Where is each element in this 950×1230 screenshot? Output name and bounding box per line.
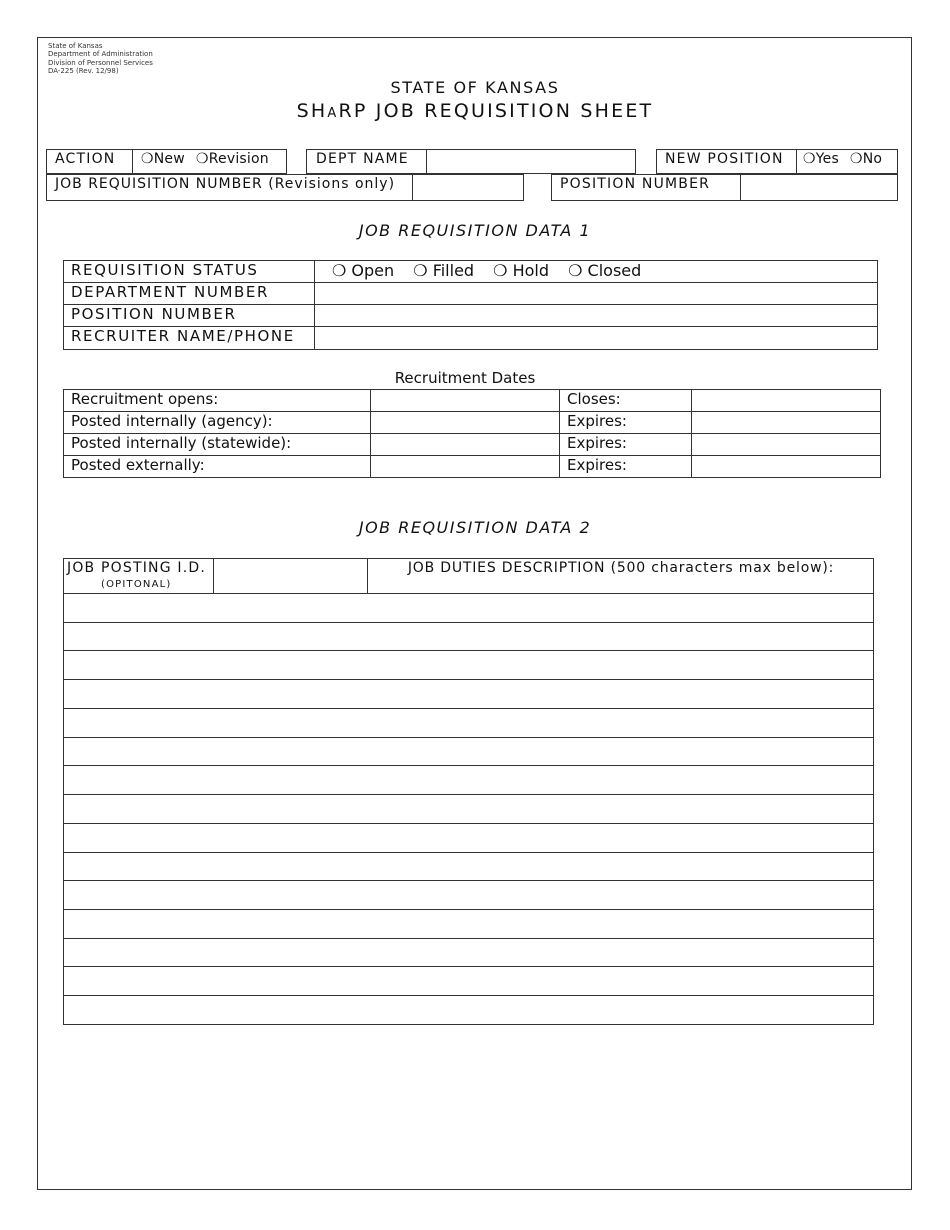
job-duties-label: JOB DUTIES DESCRIPTION (500 characters max below): [407,560,835,576]
status-hold-radio[interactable]: ❍ Hold [493,261,550,280]
expires-label: Expires: [567,434,627,452]
posted-internally-agency-label: Posted internally (agency): [71,412,273,430]
position-number-label: POSITION NUMBER [560,176,711,192]
recruitment-opens-label: Recruitment opens: [71,390,219,408]
posted-statewide-date-field[interactable] [372,434,558,454]
recruitment-dates-title: Recruitment Dates [394,369,536,387]
new-position-label: NEW POSITION [665,151,784,167]
action-new-radio[interactable]: ❍New [141,151,185,167]
requisition-status-label: REQUISITION STATUS [71,261,259,279]
recruiter-name-phone-field[interactable] [316,327,876,349]
agency-line: State of Kansas [48,42,103,50]
divider [796,149,797,174]
state-title: STATE OF KANSAS [390,78,560,97]
form-title-part: RP JOB REQUISITION SHEET [338,100,654,122]
dept-name-label: DEPT NAME [316,151,409,167]
posted-externally-label: Posted externally: [71,456,205,474]
recruitment-opens-date-field[interactable] [372,390,558,410]
recruiter-name-phone-label: RECRUITER NAME/PHONE [71,327,295,345]
dept-name-field[interactable] [428,150,634,173]
agency-line: Department of Administration [48,50,153,59]
posted-externally-date-field[interactable] [372,456,558,477]
closes-label: Closes: [567,390,621,408]
job-posting-id-optional-note: (OPITONAL) [101,579,172,590]
action-revision-radio[interactable]: ❍Revision [196,151,269,167]
form-title-part: A [327,106,339,121]
form-number: DA-225 (Rev. 12/98) [48,67,119,76]
divider [426,149,427,174]
status-filled-radio[interactable]: ❍ Filled [413,261,475,280]
data2-title: JOB REQUISITION DATA 2 [358,518,592,537]
divider [740,174,741,201]
job-duties-textarea[interactable] [64,594,873,1024]
divider [213,558,214,594]
new-position-yes-radio[interactable]: ❍Yes [803,151,839,167]
divider [314,260,315,350]
new-position-no-radio[interactable]: ❍No [850,151,883,167]
status-closed-radio[interactable]: ❍ Closed [568,261,642,280]
form-title-part: SH [296,100,328,122]
expires-agency-date-field[interactable] [693,412,880,432]
divider [132,149,133,174]
expires-statewide-date-field[interactable] [693,434,880,454]
job-posting-id-label: JOB POSTING I.D. [67,560,207,576]
position-number-field[interactable] [742,175,896,200]
job-req-number-label: JOB REQUISITION NUMBER (Revisions only) [55,176,396,192]
divider [412,174,413,201]
expires-externally-date-field[interactable] [693,456,880,477]
posted-internally-statewide-label: Posted internally (statewide): [71,434,292,452]
expires-label: Expires: [567,412,627,430]
position-number-label: POSITION NUMBER [71,305,237,323]
job-req-number-field[interactable] [414,175,522,200]
department-number-field[interactable] [316,283,876,303]
agency-header [48,42,153,76]
agency-line: Division of Personnel Services [48,58,153,67]
status-options [332,261,655,280]
closes-date-field[interactable] [693,390,880,410]
position-number-field[interactable] [316,305,876,325]
department-number-label: DEPARTMENT NUMBER [71,283,269,301]
job-posting-id-field[interactable] [215,559,366,593]
posted-agency-date-field[interactable] [372,412,558,432]
form-title [0,100,950,122]
action-label: ACTION [55,151,116,167]
expires-label: Expires: [567,456,627,474]
data1-title: JOB REQUISITION DATA 1 [358,221,592,240]
status-open-radio[interactable]: ❍ Open [332,261,395,280]
